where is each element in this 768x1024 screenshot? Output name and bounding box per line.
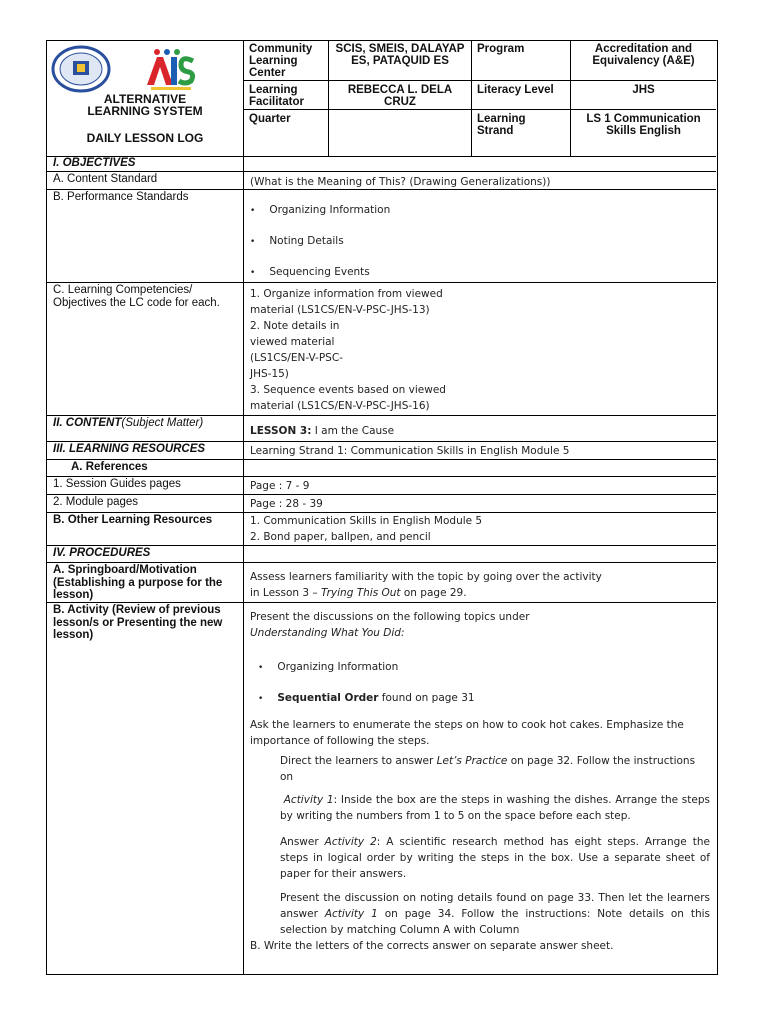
other-resources-list: 1. Communication Skills in English Module 5 2. Bond paper, ballpen, and pencil xyxy=(250,515,483,543)
strand-label: Learning Strand xyxy=(477,113,526,137)
activity-label: B. Activity (Review of previous lesson/s or Presenting the new lesson) xyxy=(53,604,223,641)
activity-paragraph: Direct the learners to answer Let’s Practice on page 32. Follow the instructions on xyxy=(280,755,696,783)
competencies-list: 1. Organize information from viewed material (LS1CS/EN-V-PSC-JHS-13) 2. Note details in viewed material (LS1CS/EN-V-PSC- JHS-15) 3. Sequence events based on viewed material (LS1CS/EN-V-PSC-JHS-16) xyxy=(250,288,446,412)
doc-title: DAILY LESSON LOG xyxy=(86,131,204,145)
literacy-value: JHS xyxy=(632,84,655,96)
community-label: Community Learning Center xyxy=(249,43,313,79)
community-value: SCIS, SMEIS, DALAYAP ES, PATAQUID ES xyxy=(335,43,465,67)
daily-lesson-log xyxy=(46,40,718,975)
program-label: Program xyxy=(477,43,525,55)
content-value: LESSON 3: I am the Cause xyxy=(250,425,395,437)
resources-value: Learning Strand 1: Communication Skills in English Module 5 xyxy=(250,445,570,457)
als-logo-icon xyxy=(143,47,197,93)
activity-paragraph: B. Write the letters of the corrects answer on separate answer sheet. xyxy=(250,940,614,952)
facilitator-label: Learning Facilitator xyxy=(249,84,304,108)
org-name: ALTERNATIVE LEARNING SYSTEM xyxy=(87,92,203,118)
objectives-heading: I. OBJECTIVES xyxy=(53,157,136,169)
references-row xyxy=(47,459,716,476)
performance-row xyxy=(47,189,716,282)
content-standard-value: (What is the Meaning of This? (Drawing Generalizations)) xyxy=(250,176,551,188)
resources-row xyxy=(47,441,716,459)
objectives-row xyxy=(47,156,716,171)
program-value: Accreditation and Equivalency (A&E) xyxy=(592,43,695,67)
springboard-row xyxy=(47,562,716,602)
list-item: • Organizing Information xyxy=(250,204,391,216)
procedures-row xyxy=(47,545,716,562)
activity-paragraph: Ask the learners to enumerate the steps on how to cook hot cakes. Emphasize the importance of following the steps. xyxy=(250,719,684,747)
strand-value: LS 1 Communication Skills English xyxy=(586,113,701,137)
competencies-label: C. Learning Competencies/ Objectives the LC code for each. xyxy=(53,284,220,309)
activity-paragraph: Present the discussion on noting details found on page 33. Then let the learners answer Activity 1 on page 34. Follow the instructions: Note details on this selection by matching Column A with Column xyxy=(280,892,710,936)
literacy-label: Literacy Level xyxy=(477,84,554,96)
module-label: 2. Module pages xyxy=(53,496,139,508)
references-heading: A. References xyxy=(71,461,148,473)
activity-paragraph: Answer Activity 2: A scientific research method has eight steps. Arrange the steps in logical order by writing the steps in the box. Use a separate sheet of paper for their answers. xyxy=(280,836,710,880)
session-label: 1. Session Guides pages xyxy=(53,478,181,490)
competencies-row xyxy=(47,282,716,415)
content-row xyxy=(47,415,716,441)
deped-seal-icon xyxy=(51,45,111,93)
performance-label: B. Performance Standards xyxy=(53,191,189,203)
other-resources-label: B. Other Learning Resources xyxy=(53,514,213,526)
list-item: • Organizing Information xyxy=(258,661,399,673)
list-item: • Sequential Order found on page 31 xyxy=(258,692,475,704)
logo-cell xyxy=(47,41,244,156)
module-value: Page : 28 - 39 xyxy=(250,498,323,510)
list-item: • Noting Details xyxy=(250,235,344,247)
procedures-heading: IV. PROCEDURES xyxy=(53,547,151,559)
content-standard-row xyxy=(47,171,716,189)
content-label: II. CONTENT(Subject Matter) xyxy=(53,417,204,429)
facilitator-value: REBECCA L. DELA CRUZ xyxy=(347,84,453,108)
list-item: • Sequencing Events xyxy=(250,266,370,278)
quarter-value xyxy=(329,112,471,114)
content-standard-label: A. Content Standard xyxy=(53,173,158,185)
session-value: Page : 7 - 9 xyxy=(250,480,310,492)
performance-list xyxy=(244,202,716,281)
activity-row xyxy=(47,602,716,974)
other-resources-row xyxy=(47,512,716,545)
activity-paragraph: Activity 1: Inside the box are the steps in washing the dishes. Arrange the steps by writing the numbers from 1 to 5 on the space before each step. xyxy=(280,794,710,822)
resources-heading: III. LEARNING RESOURCES xyxy=(53,443,206,455)
springboard-label: A. Springboard/Motivation (Establishing a purpose for the lesson) xyxy=(53,564,223,601)
header-table xyxy=(47,41,716,157)
activity-value: Present the discussions on the following topics under Understanding What You Did: • Organizing Information • Sequential Order found on page 31 Ask the learners to enumerate the steps on how to cook hot cakes. Emphasize the importance of following the steps. Direct the learners to answer Let’s Practice on page 32. Follow the instructions on Activity 1: Inside the box are the steps in washing the dishes. Arrange the steps by writing the numbers from 1 to 5 on the space before each step. Answer Activity 2: A scientific research method has eight steps. Arrange the steps in logical order by writing the steps in the box. Use a separate sheet of paper for their answers. Present the discussion on noting details found on page 33. Then let the learners answer Activity 1 on page 34. Follow the instructions: Note details on this selection by matching Column A with Column B. Write the letters of the corrects answer on separate answer sheet. xyxy=(250,611,710,952)
module-row xyxy=(47,494,716,512)
springboard-value: Assess learners familiarity with the topic by going over the activity in Lesson 3 – Trying This Out on page 29. xyxy=(250,571,602,599)
session-row xyxy=(47,476,716,494)
quarter-label: Quarter xyxy=(249,113,291,125)
